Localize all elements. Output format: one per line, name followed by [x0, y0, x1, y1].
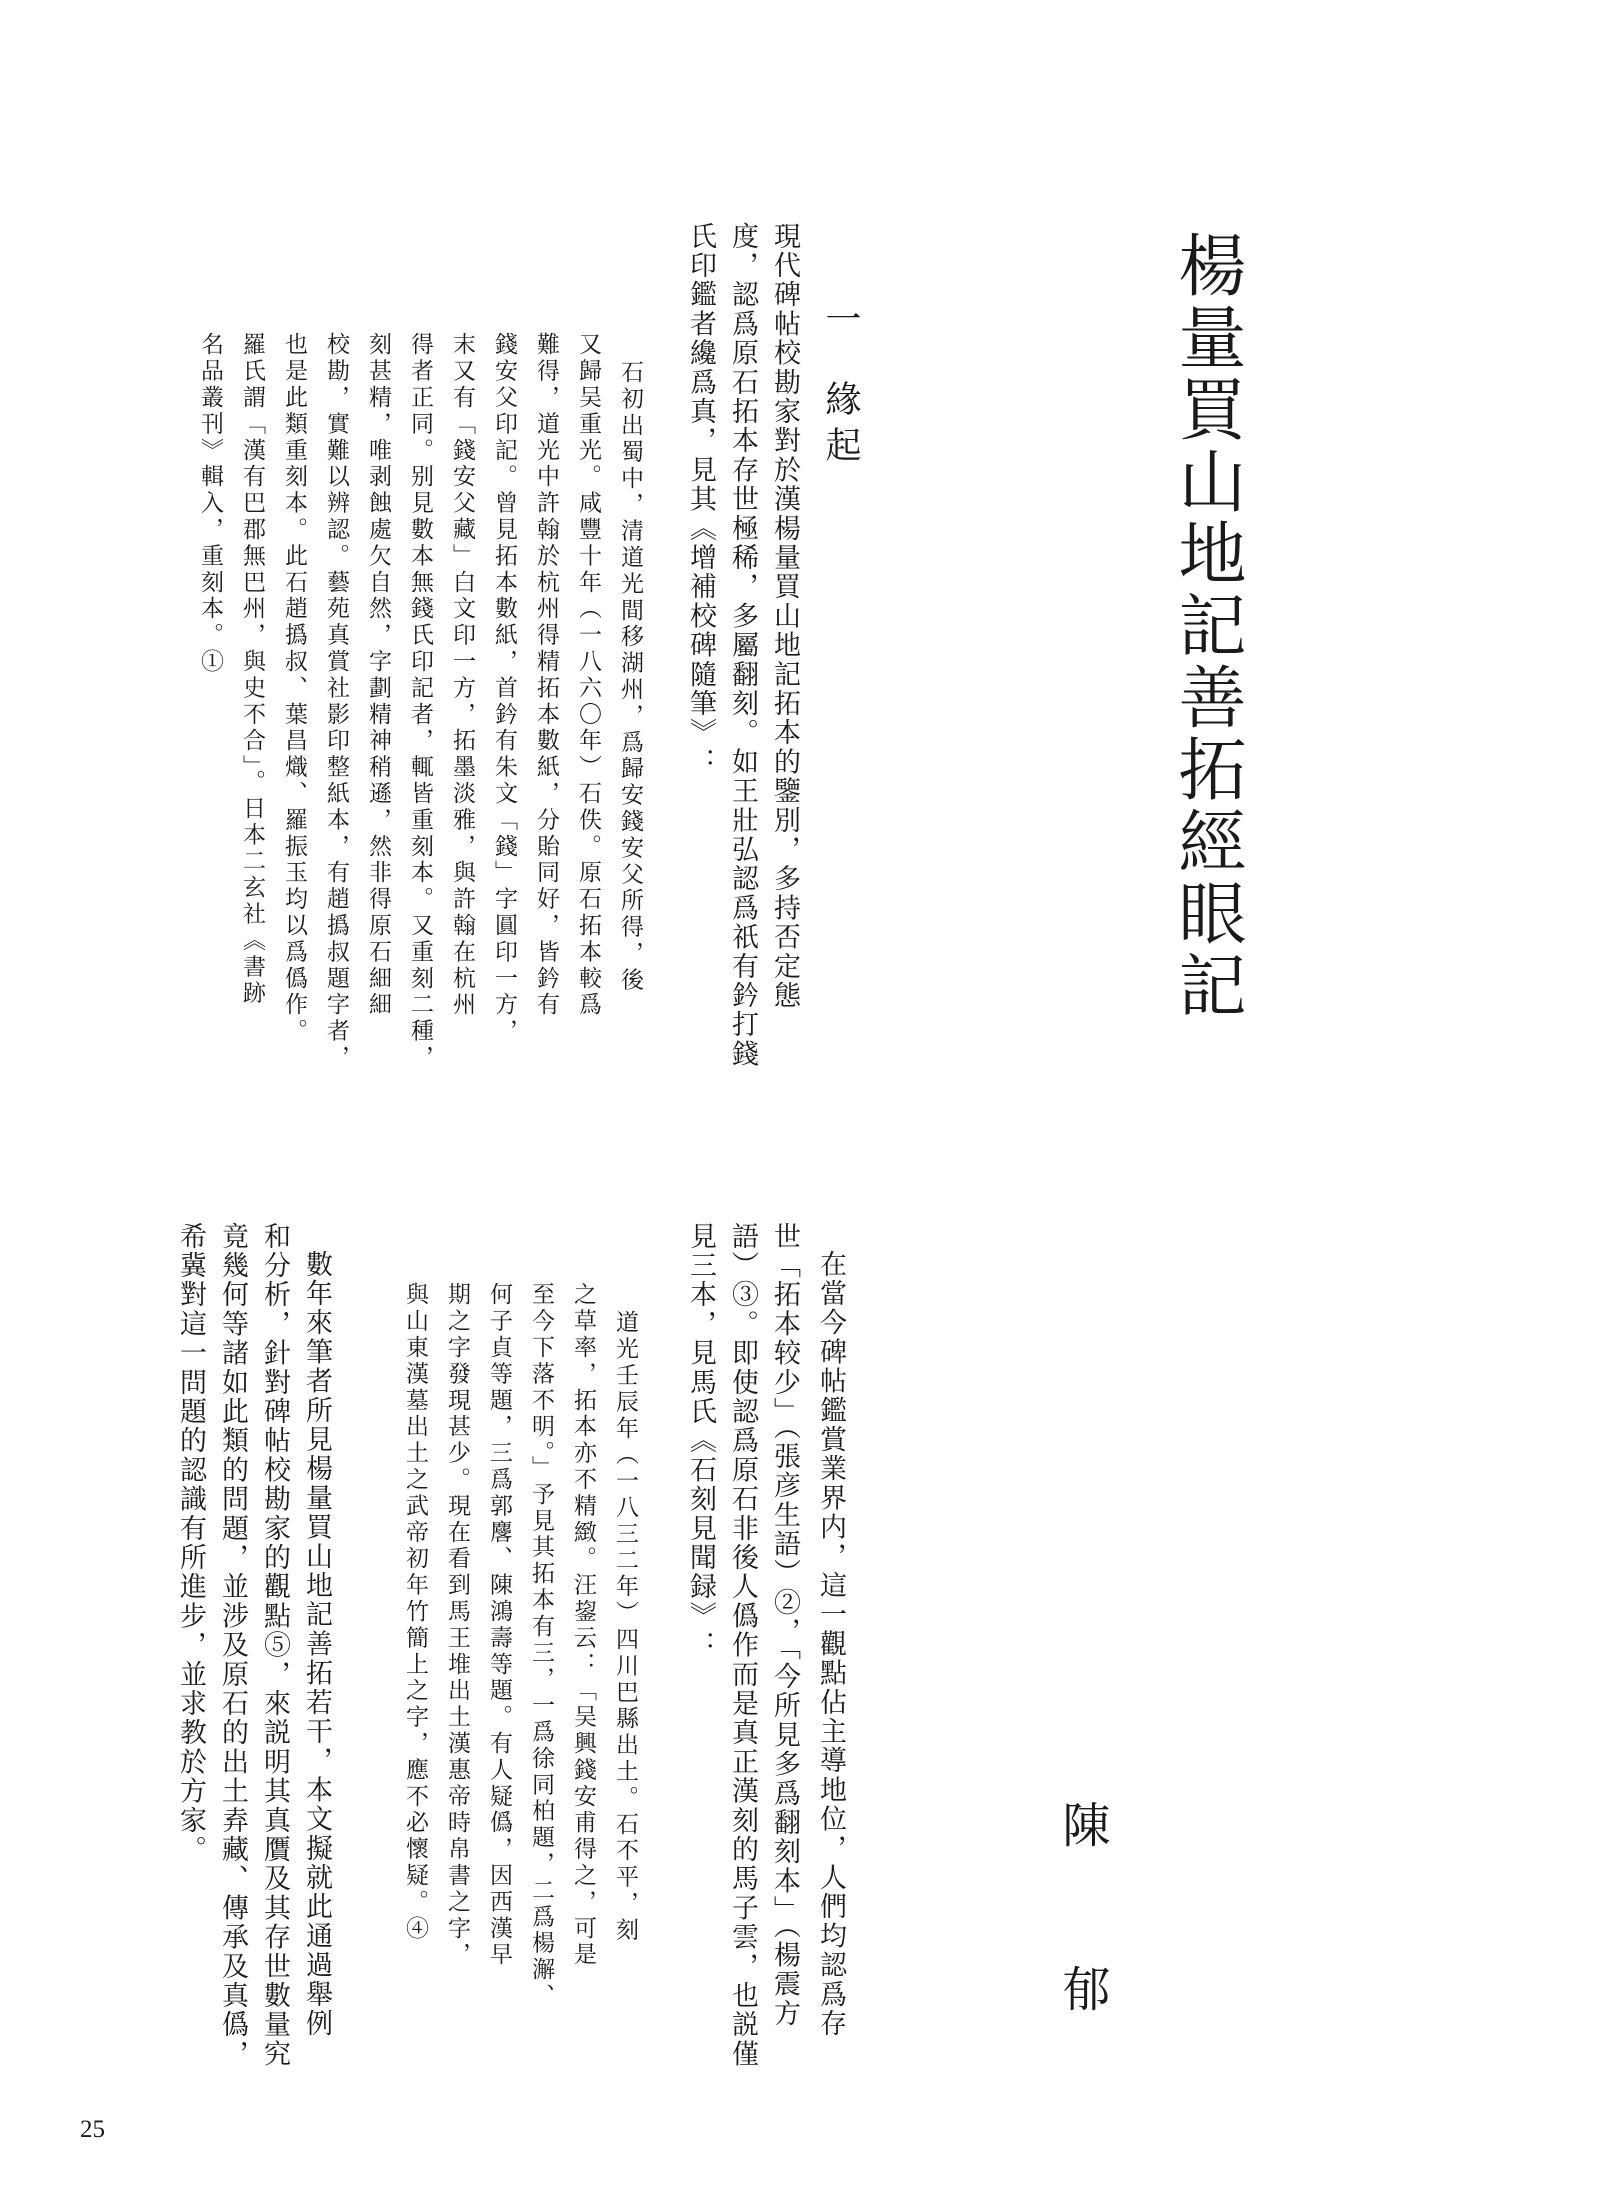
- body-line: 數年來筆者所見楊量買山地記善拓若干，本文擬就此通過舉例: [301, 1250, 332, 2039]
- body-line: 語）③。即使認爲原石非後人僞作而是真正漢刻的馬子雲，也説僅: [727, 1222, 758, 2069]
- intro-line: 氏印鑑者纔爲真，見其《增補校碑隨筆》：: [685, 222, 716, 777]
- quote-line: 校勘，實難以辨認。藝苑真賞社影印整紙本，有趙撝叔題字者，: [323, 332, 349, 1072]
- quote-line: 與山東漢墓出土之武帝初年竹簡上之字，應不必懷疑。④: [402, 1282, 428, 1942]
- quote-line: 也是此類重刻本。此石趙撝叔、葉昌熾、羅振玉均以爲僞作。: [281, 332, 307, 1045]
- body-line: 世「拓本较少」（張彦生語）②，「今所見多爲翻刻本」（楊震方: [769, 1222, 800, 2029]
- article-title: 楊量買山地記善拓經眼記: [1167, 230, 1246, 1022]
- body-line: 竟幾何等諸如此類的問題，並涉及原石的出土弆藏、傳承及真僞，: [217, 1222, 248, 2069]
- quote-line: 末又有「錢安父藏」白文印一方，拓墨淡雅，與許翰在杭州: [449, 332, 475, 1019]
- intro-line: 現代碑帖校勘家對於漢楊量買山地記拓本的鑒別，多持否定態: [769, 222, 800, 1011]
- quote-line: 得者正同。别見數本無錢氏印記者，輒皆重刻本。又重刻二種，: [407, 332, 433, 1072]
- quote-line: 石初出蜀中，清道光間移湖州，爲歸安錢安父所得，後: [617, 360, 643, 994]
- quote-line: 羅氏謂「漢有巴郡無巴州，與史不合」。日本二玄社《書跡: [239, 332, 265, 1007]
- quote-line: 又歸吴重光。咸豐十年（一八六〇年）石佚。原石拓本較爲: [575, 332, 601, 1019]
- quote-line: 何子貞等題，三爲郭麐、陳鴻壽等題。有人疑僞，因西漢早: [486, 1282, 512, 1969]
- section-number: 一: [820, 300, 861, 346]
- quote-line: 之草率，拓本亦不精緻。汪鋆云：「吴興錢安甫得之，可是: [570, 1282, 596, 1969]
- intro-line: 度，認爲原石拓本存世極稀，多屬翻刻。如王壯弘認爲祇有鈐打錢: [727, 222, 758, 1069]
- body-line: 和分析，針對碑帖校勘家的觀點⑤，來説明其真贋及其存世數量究: [259, 1222, 290, 2069]
- quote-line: 至今下落不明。」予見其拓本有三，一爲徐同柏題，二爲楊澥、: [528, 1282, 554, 2010]
- quote-line: 名品叢刊》輯入，重刻本。①: [197, 332, 223, 676]
- page-number: 25: [80, 2116, 105, 2143]
- section-heading: [820, 300, 861, 500]
- quote-line: 道光壬辰年（一八三二年）四川巴縣出土。石不平，刻: [612, 1310, 638, 1944]
- section-title: 緣起: [820, 380, 861, 472]
- quote-line: 難得，道光中許翰於杭州得精拓本數紙，分貽同好，皆鈐有: [533, 332, 559, 1019]
- quote-line: 刻甚精，唯剥蝕處欠自然，字劃精神稍遜，然非得原石細細: [365, 332, 391, 1019]
- author-name: 陳 郁: [1054, 1800, 1110, 2046]
- quote-line: 錢安父印記。曾見拓本數紙，首鈐有朱文「錢」字圓印一方，: [491, 332, 517, 1045]
- body-line: 在當今碑帖鑑賞業界内，這一觀點佔主導地位，人們均認爲存: [815, 1250, 846, 2039]
- body-line: 希冀對這一問題的認識有所進步，並求教於方家。: [175, 1222, 206, 1865]
- body-line: 見三本，見馬氏《石刻見聞録》：: [685, 1222, 716, 1660]
- quote-line: 期之字發現甚少。現在看到馬王堆出土漢惠帝時帛書之字，: [444, 1282, 470, 1969]
